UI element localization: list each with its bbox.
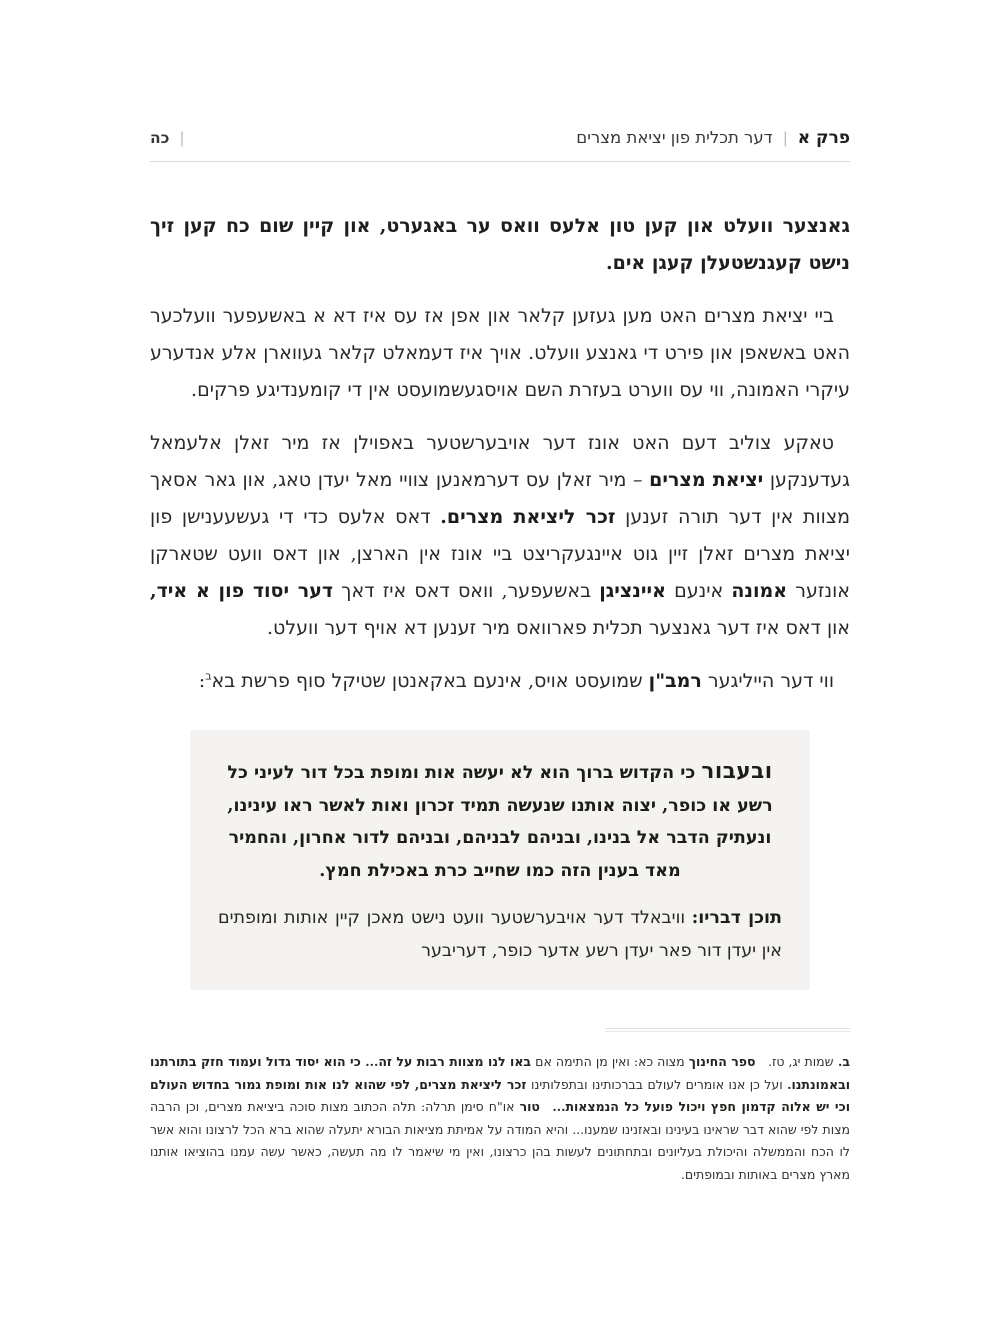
footnote-section xyxy=(150,1028,850,1186)
text-run: יציאת מצרים xyxy=(649,469,764,491)
paragraph-ramban-intro xyxy=(150,663,850,700)
chapter-title: דער תכלית פון יציאת מצרים xyxy=(576,128,773,147)
text-run: זכר ליציאת מצרים, לפי שהוא לנו אות ומופת גמור בחדוש העולם וכי יש אלוה קדמון חפץ ויכול פועל כל הנמצאות... xyxy=(150,1076,850,1114)
body-section xyxy=(150,208,850,700)
text-run xyxy=(540,1099,553,1114)
text-run: דער יסוד פון א איד, xyxy=(150,580,334,602)
text-run: : xyxy=(198,670,206,692)
text-run: ב. xyxy=(833,1054,850,1069)
text-run: תוכן דבריו: xyxy=(691,908,782,928)
footnote-ref-marker: ב xyxy=(205,669,212,683)
chapter-heading xyxy=(576,128,850,148)
text-run: שמועסט אויס, אינעם באקאנטן שטיקל סוף פרשת בא xyxy=(211,670,649,692)
text-run: באו לנו מצוות רבות על זה... כי הוא יסוד גדול ועמוד חזק בתורתנו ובאמונתנו. xyxy=(150,1054,850,1092)
text-run: מצוה כא: ואין מן התימה אם xyxy=(531,1054,689,1069)
text-run: – מיר זאלן עס דערמאנען צוויי מאל יעדן טאג, און גאר אסאך מצוות אין דער תורה זענען xyxy=(150,469,850,528)
footnote-separator xyxy=(605,1028,850,1032)
page-header xyxy=(150,0,850,162)
paragraph-opening-bold: גאנצער וועלט און קען טון אלעס וואס ער באגערט, און קיין שום כח קען זיך נישט קעגנשטעלן קעגן אים. xyxy=(150,215,850,274)
text-run: רמב"ן xyxy=(648,670,702,692)
text-run: אמונה xyxy=(731,580,788,602)
header-divider: | xyxy=(782,129,788,147)
text-run: באשעפער, וואס דאס איז דאך xyxy=(333,580,600,602)
quote-ramban-text xyxy=(218,756,782,887)
text-run: אינעם xyxy=(665,580,732,602)
text-run: ספר החינוך xyxy=(688,1054,756,1069)
text-run: טאקע צוליב דעם האט אונז דער אויבערשטער באפוילן אז מיר זאלן אלעמאל געדענקען xyxy=(150,432,851,491)
text-run: או"ח סימן תרלה: תלה הכתוב מצות סוכה ביציאת מצרים, וכן הרבה מצות לפי שהוא דבר שראינו בעינינו ובאזנינו שמענו... והיא המודה על אמיתת מציאות הבורא יתעלה שהוא ברא הכל לרצונו והוא אשר לו הכח והממשלה והיכולת בעליונים ובתחתונים לעשות בהן כרצונו, ואין מי שיאמר לו מה תעשה, כאשר עשה עמנו בהוציאו אותנו מארץ מצרים באותות ובמופתים. xyxy=(150,1099,850,1182)
paragraph-exodus-clear: ביי יציאת מצרים האט מען געזען קלאר און אפן אז עס איז דא א באשעפער וועלכער האט באשאפן און פירט די גאנצע וועלט. אויך איז דעמאלט קלאר געווארן אלע אנדערע עיקרי האמונה, ווי עס ווערט בעזרת השם אויסגעשמועסט אין די קומענדיגע פרקים. xyxy=(150,305,850,401)
text-run: דאס אלעס כדי די געשעענישן פון יציאת מצרים זאלן זיין גוט איינגעקריצט ביי אונז אין הארצן, און דאס וועט שטארקן אונזער xyxy=(150,506,850,602)
text-run: כי הקדוש ברוך הוא לא יעשה אות ומופת בכל דור לעיני כל רשע או כופר, יצוה אותנו שנעשה תמיד זכרון ואות לאשר ראו עינינו, ונעתיק הדבר אל בנינו, ובניהם לבניהם, ובניהם לדור אחרון, והחמיר מאד בענין הזה כמו שחייב כרת באכילת חמץ. xyxy=(227,763,773,881)
text-run: טור xyxy=(519,1099,540,1114)
text-run: שמות יג, טז. xyxy=(768,1054,834,1069)
text-run: ווי דער הייליגער xyxy=(701,670,834,692)
paragraph-remember-exodus xyxy=(150,425,850,647)
quote-summary xyxy=(218,902,782,968)
text-run: ועל כן אנו אומרים לעולם בברכותינו ובתפלותינו xyxy=(526,1076,788,1092)
text-run: איינציגן xyxy=(599,580,666,602)
page-number: כה xyxy=(150,128,170,147)
text-run: וויבאלד דער אויבערשטער וועט נישט מאכן קיין אותות ומופתים אין יעדן דור פאר יעדן רשע אדער כופר, דעריבער xyxy=(218,908,782,961)
page-number-group xyxy=(150,128,195,147)
text-run: זכר ליציאת מצרים. xyxy=(440,506,616,528)
quote-block xyxy=(190,730,810,990)
text-run xyxy=(756,1054,769,1069)
text-run: ובעבור xyxy=(701,759,773,784)
footnote-paragraph xyxy=(150,1051,850,1186)
chapter-label: פרק א xyxy=(797,128,850,148)
page-content xyxy=(150,0,850,1186)
page-number-divider: | xyxy=(179,129,185,147)
text-run: און דאס איז דער גאנצער תכלית פארוואס מיר זענען דא אויף דער וועלט. xyxy=(267,617,850,639)
